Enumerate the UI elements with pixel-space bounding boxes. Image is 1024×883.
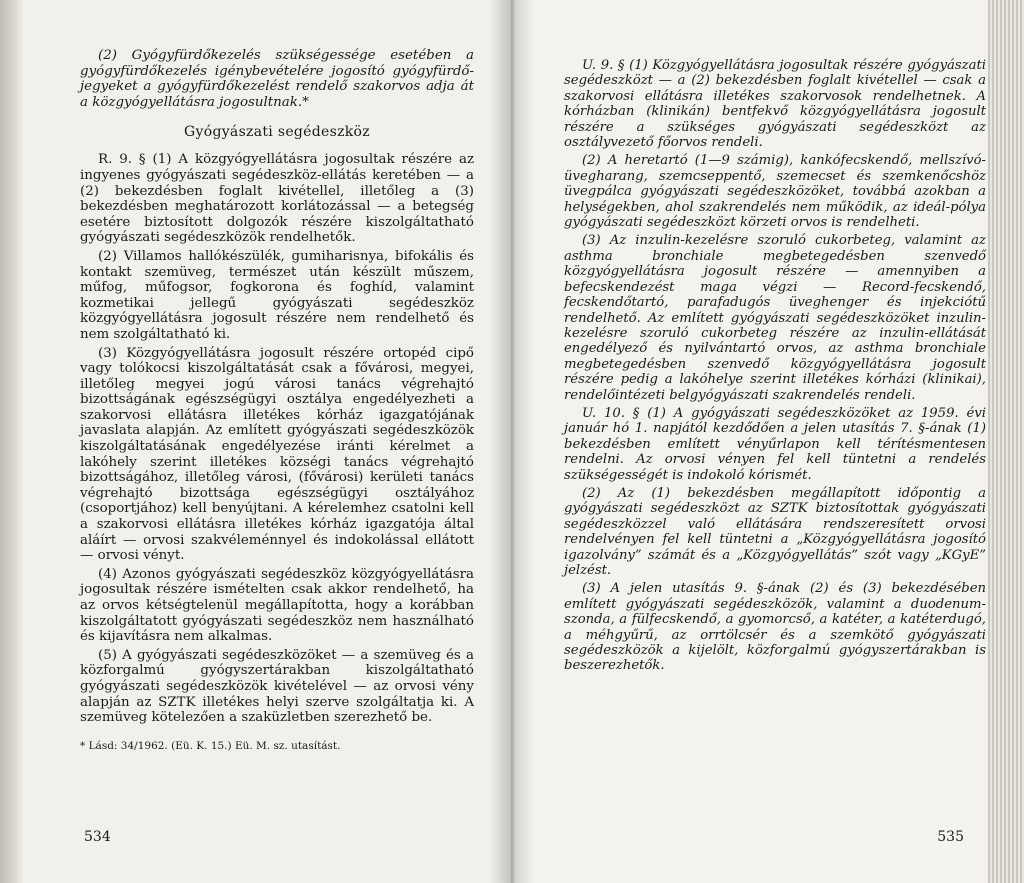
paragraph: (5) A gyógyászati segédeszközöket — a szemüveg és a közforgalmú gyógyszertárakban kiszolgáltatható gyógyászati segédeszközök kivételével — az orvosi vény alapján az SZTK illetékes helyi szerve szolgáltatja ki. A szemüveg kötelezően a szaküzletben szerezhető be. [80, 647, 474, 726]
paragraph: (3) Az inzulin-kezelésre szoruló cukorbeteg, valamint az asthma bronchiale megbetegedésben szenvedő közgyógyellátásra jogosult részére — amennyiben a befecskendezést maga végzi — Record-fecskendő, fecskendőtartó, parafadugós üveghenger és injekciótű rendelhető. Az említett gyógyászati segédeszközöket inzulin-kezelésre szoruló cukorbeteg részére az inzulin-ellátását engedélyező és nyilvántartó orvos, az asthma bronchiale megbetegedésben szenvedő közgyógyellátásra jogosult részére pedig a lakóhelye szerint illetékes kórházi (klinikai), rendelőintézeti belgyógyászati szakrendelés rendeli. [564, 233, 986, 403]
paragraph: U. 10. § (1) A gyógyászati segédeszközöket az 1959. évi január hó 1. napjától kezdődően a jelen utasítás 7. §-ának (1) bekezdésben említett vényűrlapon kell térítésmentesen rendelni. Az orvosi vényen fel kell tüntetni a rendelés szükségességét is indokoló kórismét. [564, 405, 986, 483]
paragraph: (3) Közgyógyellátásra jogosult részére ortopéd cipő vagy tolókocsi kiszolgáltatását csak a fővárosi, megyei, illetőleg megyei jogú városi tanács végrehajtó bizottságának egészségügyi osztálya engedélyezheti a szakorvosi ellátásra illetékes kórház igazgatójának javaslata alapján. Az említett gyógyászati segédeszközök kiszolgáltatásának engedélyezése iránti kérelmet a lakóhely szerint illetékes községi tanács végrehajtó bizottságához, illetőleg városi, (fővárosi) kerületi tanács végrehajtó bizottsága egészségügyi osztályához (csoportjához) kell benyújtani. A kérelemhez csatolni kell a szakorvosi ellátásra illetékes kórház igazgatója által aláírt — orvosi szakvéleménnyel és indokolással ellátott — orvosi vényt. [80, 345, 474, 564]
paragraph: U. 9. § (1) Közgyógyellátásra jogosultak részére gyógyászati segédeszközt — a (2) bekezdésben foglalt kivétellel — csak a szakorvosi ellátásra illetékes szakorvosok rendelhetnek. A kórházban (klinikán) bentfekvő közgyógyellátásra jogosult részére a szükséges gyógyászati segédeszközt az osztályvezető főorvos rendeli. [564, 58, 986, 151]
paragraph: (4) Azonos gyógyászati segédeszköz közgyógyellátásra jogosultak részére ismételten csak akkor rendelhető, ha az orvos kétségtelenül megállapította, hogy a korábban kiszolgáltatott gyógyászati segédeszköz nem használható és kijavításra nem alkalmas. [80, 566, 474, 645]
paragraph: (2) Az (1) bekezdésben megállapított időpontig a gyógyászati segédeszközt az SZTK biztosítottak gyógyászati segédeszközzel való ellátására rendszeresített orvosi rendelvényen fel kell tüntetni a „Közgyógyellátásra jogosító igazolvány” számát és a „Közgyógyellátás” szót vagy „KGyE” jelzést. [564, 485, 986, 578]
page-edge-left [0, 0, 22, 883]
page-number-left: 534 [84, 829, 111, 845]
page-number-right: 535 [937, 829, 964, 845]
paragraph: (2) A heretartó (1—9 számig), kankófecskendő, mellszívó-üvegharang, szemcseppentő, szemecset és szemkenőcshöz üvegpálca gyógyászati segédeszközöket, továbbá azokban a helységekben, ahol szakrendelés nem működik, az ideál-pólya gyógyászati segédeszközt körzeti orvos is rendelheti. [564, 153, 986, 231]
paragraph: (2) Villamos hallókészülék, gumiharisnya, bifokális és kontakt szemüveg, természet után készült műszem, műfog, műfogsor, fogkorona és foghíd, valamint kozmetikai jellegű gyógyászati segédeszköz közgyógyellátásra jogosult részére nem rendelhető és nem szolgáltatható ki. [80, 248, 474, 342]
footnote: * Lásd: 34/1962. (Eü. K. 15.) Eü. M. sz. utasítást. [80, 739, 341, 752]
paragraph: (3) A jelen utasítás 9. §-ának (2) és (3) bekezdésében említett gyógyászati segédeszközök, valamint a duodenum-szonda, a fülfecskendő, a gyomorcső, a katéter, a katéterdugó, a méhgyűrű, az orrtölcsér és a szemkötő gyógyászati segédeszközök a kijelölt, közforgalmú gyógyszertárakban is beszerezhetők. [564, 581, 986, 674]
section-heading: Gyógyászati segédeszköz [184, 124, 370, 141]
paragraph: R. 9. § (1) A közgyógyellátásra jogosultak részére az ingyenes gyógyászati segédeszköz-ellátás keretében — a (2) bekezdésben foglalt kivétellel, illetőleg a (3) bekezdésben meghatározott korlátozással — a betegség esetére biztosított dolgozók részére kiszolgáltatható gyógyászati segédeszközök rendelhetők. [80, 152, 474, 246]
page-edge-right [988, 0, 1024, 883]
right-page [512, 0, 1024, 883]
intro-paragraph: (2) Gyógyfürdőkezelés szükségessége esetében a gyógyfürdőkezelés igénybevételére jogosító gyógyfürdő-jegyeket a gyógyfürdőkezelést rendelő szakorvos adja át a közgyógyellátásra jogosultnak.* [80, 48, 474, 110]
